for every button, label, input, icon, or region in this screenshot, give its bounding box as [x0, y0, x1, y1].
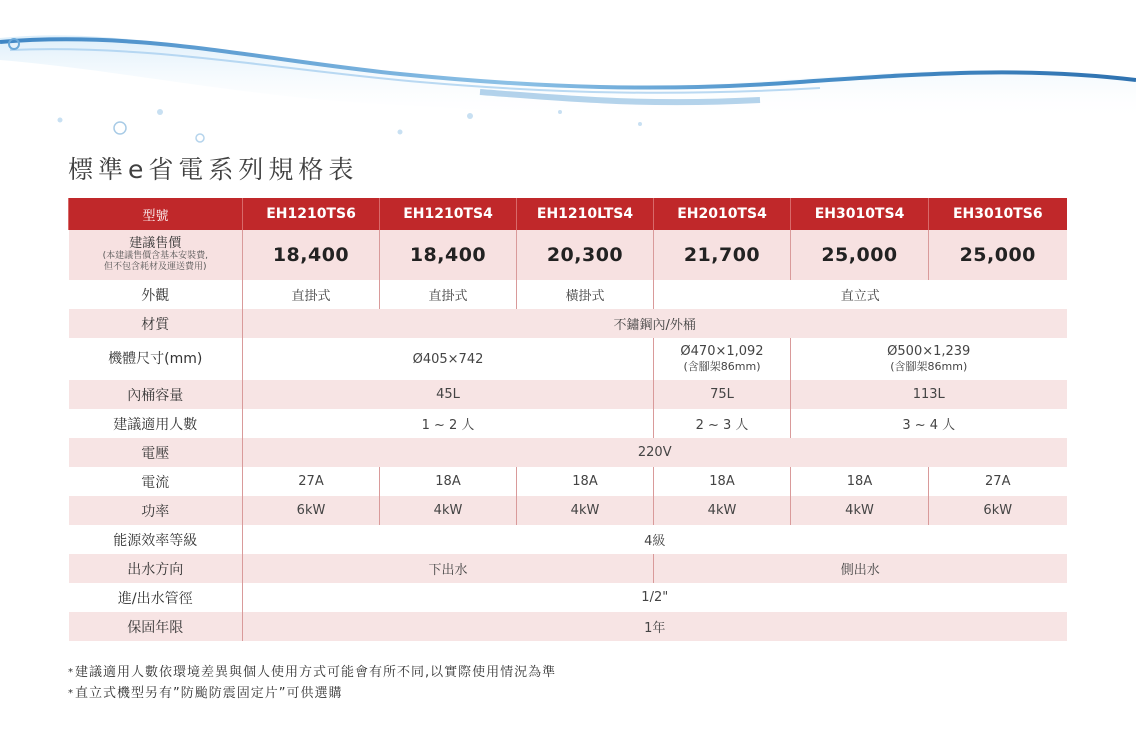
table-cell: 橫掛式: [517, 280, 654, 309]
row-label: 能源效率等級: [113, 532, 198, 549]
table-cell: 2 ~ 3 人: [654, 409, 791, 438]
model-label: 型號: [69, 198, 243, 230]
price-value: 20,300: [517, 230, 654, 280]
price-note-1: (本建議售價含基本安裝費,: [102, 251, 208, 261]
row-label: 建議適用人數: [113, 416, 198, 433]
table-cell: 18A: [791, 467, 929, 496]
table-cell: 4kW: [380, 496, 517, 525]
table-cell: 75L: [654, 380, 791, 409]
row-label: 電壓: [69, 438, 243, 467]
efficiency-row: [69, 525, 1067, 554]
table-cell: 直掛式: [380, 280, 517, 309]
price-value: 25,000: [791, 230, 929, 280]
table-cell: 側出水: [654, 554, 1067, 583]
model-header: EH1210TS4: [380, 198, 517, 230]
table-cell: [791, 338, 1067, 380]
table-cell: 不鏽鋼內/外桶: [243, 309, 1067, 338]
table-cell: 3 ~ 4 人: [791, 409, 1067, 438]
model-header: EH1210LTS4: [517, 198, 654, 230]
row-label: 進/出水管徑: [117, 590, 193, 607]
table-cell: 18A: [380, 467, 517, 496]
outlet-row: [69, 554, 1067, 583]
table-cell: 113L: [791, 380, 1067, 409]
voltage-row: [69, 438, 1067, 467]
table-cell: 直立式: [654, 280, 1067, 309]
table-cell: 220V: [243, 438, 1067, 467]
price-value: 21,700: [654, 230, 791, 280]
header-row: [69, 198, 1067, 230]
table-cell: 27A: [243, 467, 380, 496]
table-cell: 4級: [243, 525, 1067, 554]
row-label: 外觀: [141, 287, 170, 304]
footnote: * 建議適用人數依環境差異與個人使用方式可能會有所不同,以實際使用情況為準: [68, 662, 556, 683]
row-label: 功率: [69, 496, 243, 525]
capacity-row: [69, 380, 1067, 409]
price-value: 18,400: [380, 230, 517, 280]
power-row: [69, 496, 1067, 525]
spec-table: [68, 198, 1067, 641]
row-label: 電流: [141, 474, 170, 491]
row-label: 材質: [69, 309, 243, 338]
price-row: [69, 230, 1067, 280]
material-row: [69, 309, 1067, 338]
table-cell: 直掛式: [243, 280, 380, 309]
pipe-row: [69, 583, 1067, 612]
model-header: EH3010TS4: [791, 198, 929, 230]
row-label: 機體尺寸(mm): [108, 350, 203, 367]
table-cell: Ø405×742: [243, 338, 654, 380]
size-row: [69, 338, 1067, 380]
price-value: 18,400: [243, 230, 380, 280]
table-cell: 4kW: [791, 496, 929, 525]
page-title: 標準e省電系列規格表: [68, 155, 359, 184]
table-cell: 18A: [517, 467, 654, 496]
appearance-row: [69, 280, 1067, 309]
table-cell: 1 ~ 2 人: [243, 409, 654, 438]
row-label: 出水方向: [69, 554, 243, 583]
size-note: (含腳架86mm): [683, 360, 761, 373]
table-cell: [654, 338, 791, 380]
price-label-cell: [69, 230, 243, 280]
people-row: [69, 409, 1067, 438]
table-cell: 6kW: [243, 496, 380, 525]
row-label: 內桶容量: [69, 380, 243, 409]
row-label: 保固年限: [69, 612, 243, 641]
price-label: 建議售價: [129, 236, 182, 251]
table-cell: 4kW: [654, 496, 791, 525]
table-cell: 下出水: [243, 554, 654, 583]
table-cell: 1年: [243, 612, 1067, 641]
water-splash-decoration: [0, 0, 1136, 160]
table-cell: 27A: [929, 467, 1067, 496]
warranty-row: [69, 612, 1067, 641]
size-value: Ø500×1,239: [887, 344, 971, 359]
price-value: 25,000: [929, 230, 1067, 280]
model-header: EH2010TS4: [654, 198, 791, 230]
table-cell: 45L: [243, 380, 654, 409]
model-header: EH3010TS6: [929, 198, 1067, 230]
size-value: Ø470×1,092: [680, 344, 764, 359]
table-cell: 4kW: [517, 496, 654, 525]
price-note-2: 但不包含耗材及運送費用): [103, 262, 207, 272]
table-cell: 1/2": [243, 583, 1067, 612]
model-header: EH1210TS6: [243, 198, 380, 230]
footnotes: [68, 662, 556, 704]
footnote: * 直立式機型另有”防颱防震固定片”可供選購: [68, 683, 556, 704]
table-cell: 18A: [654, 467, 791, 496]
table-cell: 6kW: [929, 496, 1067, 525]
current-row: [69, 467, 1067, 496]
size-note: (含腳架86mm): [890, 360, 968, 373]
